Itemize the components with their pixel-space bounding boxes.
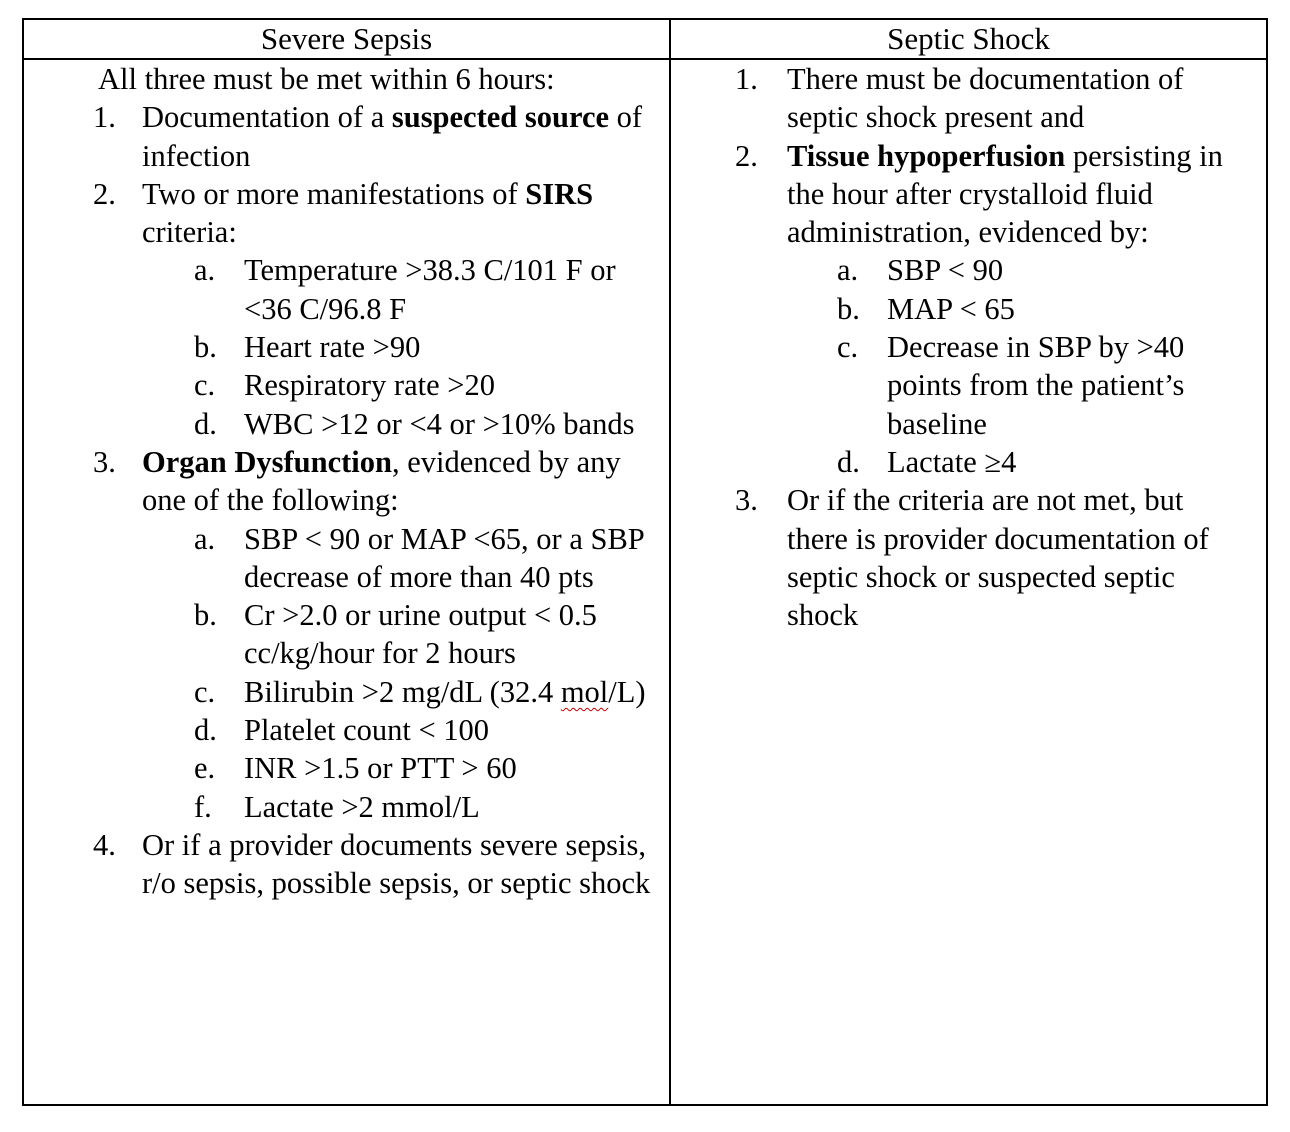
item-number: 1. [93,100,116,135]
sub-letter: c. [194,368,216,403]
sub-text: MAP < 65 [887,291,1015,326]
sirs-sub-b [24,328,669,366]
header-severe-sepsis: Severe Sepsis [23,19,670,59]
severe-sepsis-intro: All three must be met within 6 hours: [98,62,555,96]
organ-sub-a [24,520,669,597]
item-text [142,175,655,252]
item-text: Or if a provider documents severe sepsis, r/o sepsis, possible sepsis, or septic shock [142,827,651,901]
criteria-table [22,18,1268,1106]
sub-letter: a. [837,253,859,288]
septic-shock-item-2 [671,137,1266,252]
sub-text: SBP < 90 [887,253,1004,288]
sub-letter: d. [194,713,217,748]
organ-sub-c [24,673,669,711]
sub-text-main: Bilirubin >2 mg/dL (32.4 [244,674,561,709]
item-number: 2. [93,176,116,211]
severe-sepsis-item-1 [24,98,669,175]
item-number: 1. [735,62,758,96]
item-text-pre: Two or more manifestations of [142,176,526,211]
sub-text: Respiratory rate >20 [244,368,495,403]
sub-letter: b. [837,291,860,326]
hypoperfusion-sub-d [671,443,1266,481]
item-text-post: , evidenced by any one of the following: [142,444,621,518]
severe-sepsis-cell [23,59,670,1105]
item-text-bold: suspected source [391,100,610,135]
content-row [23,59,1267,1105]
hypoperfusion-sub-c [671,328,1266,443]
organ-sub-f [24,788,669,826]
item-text-post: persisting in the hour after crystalloid fluid administration, evidenced by: [787,138,1223,250]
sub-text: Decrease in SBP by >40 points from the patient’s baseline [887,330,1185,441]
sub-text: Temperature >38.3 C/101 F or <36 C/96.8 F [244,253,616,326]
hypoperfusion-sub-a [671,251,1266,289]
item-number: 4. [93,827,116,862]
header-row [23,19,1267,59]
sub-letter: b. [194,330,217,365]
sub-text: SBP < 90 or MAP <65, or a SBP decrease of more than 40 pts [244,521,644,594]
item-text [142,443,655,520]
sub-letter: d. [194,406,217,441]
sub-text: Lactate ≥4 [887,444,1017,479]
hypoperfusion-sub-b [671,290,1266,328]
sub-letter: a. [194,253,216,288]
item-number: 3. [735,483,758,518]
sub-text: Heart rate >90 [244,330,421,365]
item-text-pre: Documentation of a [142,100,392,135]
sub-text: Lactate >2 mmol/L [244,789,480,824]
sub-letter: c. [194,674,216,709]
item-number: 2. [735,138,758,173]
severe-sepsis-item-3 [24,443,669,520]
sirs-sub-d [24,405,669,443]
item-text: There must be documentation of septic shock present and [787,62,1184,135]
item-text-bold: SIRS [525,176,594,211]
item-text-post: of infection [142,100,643,173]
sub-letter: b. [194,598,217,633]
spellcheck-flagged-word[interactable]: mol [560,674,609,709]
septic-shock-cell [670,59,1267,1105]
sub-text: Cr >2.0 or urine output < 0.5 cc/kg/hour for 2 hours [244,598,597,671]
sub-letter: f. [194,789,212,824]
sub-text: Platelet count < 100 [244,713,490,748]
header-septic-shock: Septic Shock [670,19,1267,59]
organ-sub-b [24,596,669,673]
sub-text [244,673,657,711]
item-text-bold: Tissue hypoperfusion [787,138,1066,173]
septic-shock-item-3 [671,481,1266,634]
sub-letter: e. [194,751,216,786]
item-text [787,137,1236,252]
sub-letter: a. [194,521,216,556]
sirs-sub-c [24,366,669,404]
sub-letter: c. [837,330,859,365]
severe-sepsis-item-2 [24,175,669,252]
sub-text-after: /L) [608,674,646,709]
septic-shock-item-1 [671,60,1266,137]
item-text-post: criteria: [142,215,237,250]
sub-text: INR >1.5 or PTT > 60 [244,751,517,786]
severe-sepsis-item-4 [24,826,669,903]
item-text: Or if the criteria are not met, but there is provider documentation of septic shock or suspected septic shock [787,483,1209,633]
item-text-bold: Organ Dysfunction [142,444,392,479]
organ-sub-d [24,711,669,749]
sirs-sub-a [24,251,669,328]
sub-letter: d. [837,444,860,479]
item-number: 3. [93,444,116,479]
organ-sub-e [24,749,669,787]
item-text [142,98,655,175]
sub-text: WBC >12 or <4 or >10% bands [244,406,635,441]
